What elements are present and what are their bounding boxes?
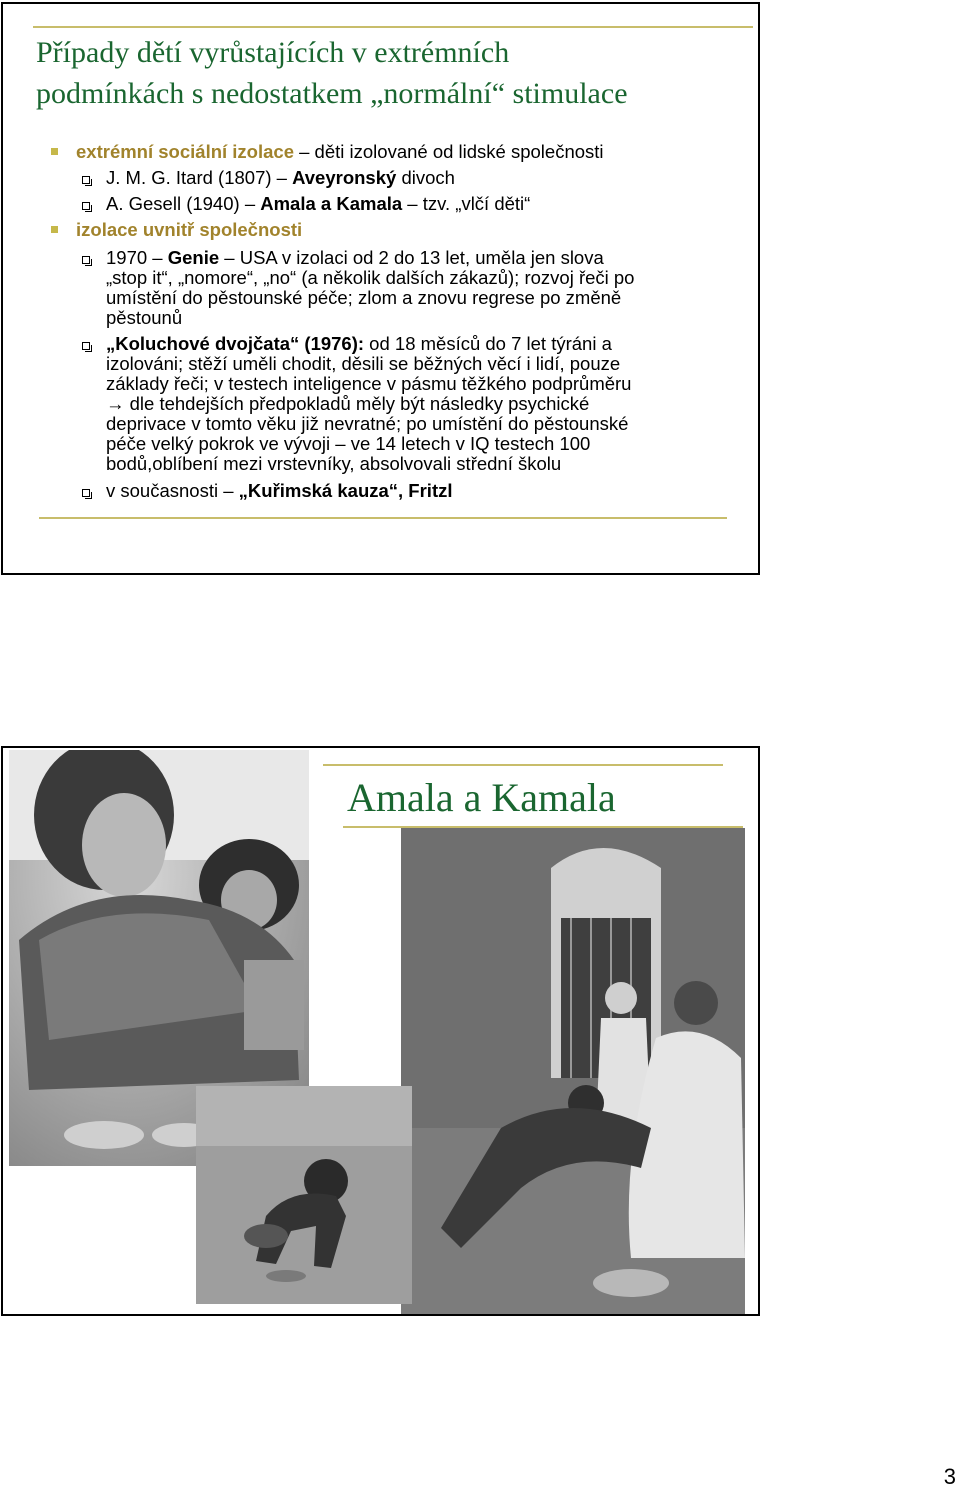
bullet-isolation-within: izolace uvnitř společnosti <box>76 219 303 240</box>
slide-1 <box>1 2 760 575</box>
photo-eating <box>196 1086 412 1304</box>
genie-line-2: „stop it“, „nomore“, „no“ (a několik dalších zákazů); rozvoj řeči po <box>106 267 635 288</box>
checkbox-bullet-icon <box>82 256 90 264</box>
square-bullet-icon <box>51 148 58 155</box>
genie-line-3: umístění do pěstounské péče; zlom a znovu regrese po změně <box>106 287 622 308</box>
square-bullet-icon <box>51 226 58 233</box>
slide-2-title: Amala a Kamala <box>347 775 616 820</box>
title-line-2: podmínkách s nedostatkem „normální“ stimulace <box>36 77 628 110</box>
koluch-line-3: základy řeči; v testech inteligence v pásmu těžkého podprůměru <box>106 373 632 394</box>
checkbox-bullet-icon <box>82 489 90 497</box>
koluch-line-6: péče velký pokrok ve vývoji – ve 14 letech v IQ testech 100 <box>106 433 591 454</box>
koluch-line-5: deprivace v tomto věku již nevratné; po umístění do pěstounské <box>106 413 629 434</box>
page-number: 3 <box>943 1464 956 1489</box>
slide-1-title <box>36 32 756 114</box>
subbullet-current: v současnosti – „Kuřimská kauza“, Fritzl <box>106 480 453 501</box>
koluch-line-4: → dle tehdejších předpokladů měly být následky psychické <box>106 393 590 414</box>
subbullet-itard: J. M. G. Itard (1807) – Aveyronský divoch <box>106 167 455 188</box>
bottom-rule <box>39 517 727 519</box>
checkbox-bullet-icon <box>82 342 90 350</box>
photo-feeding <box>401 828 745 1316</box>
koluch-line-2: izolováni; stěží uměli chodit, děsili se běžných věcí i lidí, pouze <box>106 353 621 374</box>
top-rule <box>323 764 723 766</box>
koluch-line-7: bodů,oblíbení mezi vrstevníky, absolvovali střední školu <box>106 453 562 474</box>
slide-2 <box>1 746 760 1316</box>
checkbox-bullet-icon <box>82 202 90 210</box>
subbullet-gesell: A. Gesell (1940) – Amala a Kamala – tzv. „vlčí děti“ <box>106 193 531 214</box>
top-rule <box>33 26 753 28</box>
title-line-1: Případy dětí vyrůstajících v extrémních <box>36 36 510 69</box>
koluch-line-1: „Koluchové dvojčata“ (1976): od 18 měsíců do 7 let týráni a <box>106 333 612 354</box>
feeding-photo-image <box>401 828 745 1316</box>
bullet-isolation-extreme: extrémní sociální izolace – děti izolované od lidské společnosti <box>76 141 604 162</box>
checkbox-bullet-icon <box>82 176 90 184</box>
genie-line-4: pěstounů <box>106 307 183 328</box>
genie-line-1: 1970 – Genie – USA v izolaci od 2 do 13 let, uměla jen slova <box>106 247 604 268</box>
eating-photo-image <box>196 1086 412 1304</box>
